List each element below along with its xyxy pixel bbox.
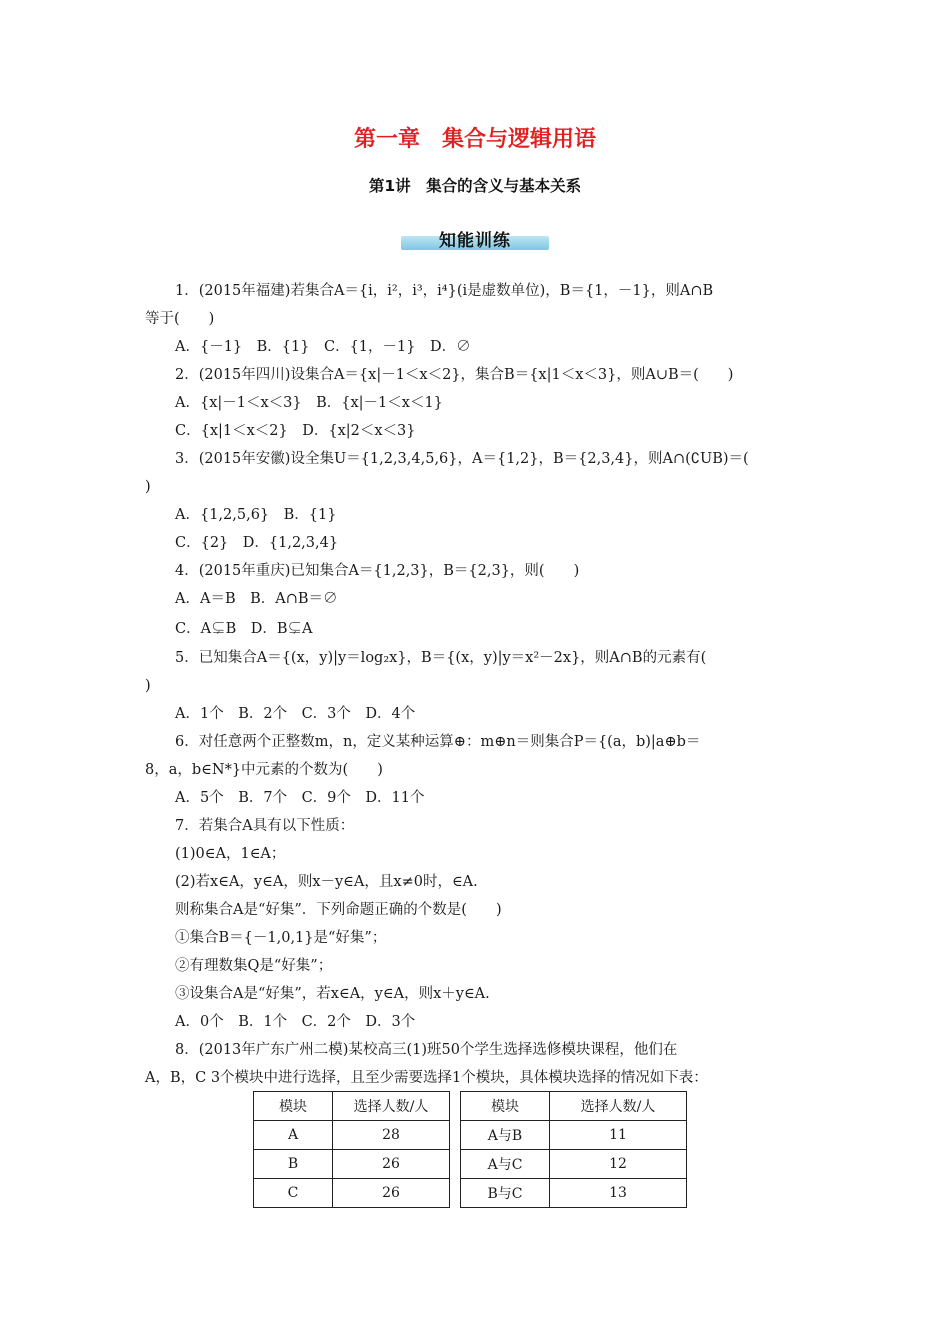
table-cell: 13: [550, 1179, 687, 1208]
text-line: 1．(2015年福建)若集合A＝{i，i²，i³，i⁴}(i是虚数单位)，B＝{1，－1}，则A∩B: [175, 283, 714, 299]
text-line: 7．若集合A具有以下性质：: [175, 818, 355, 834]
module-selection-table: [253, 1091, 687, 1208]
table-cell: 28: [333, 1121, 450, 1150]
table-cell: A: [254, 1121, 333, 1150]
table-gap: [450, 1150, 461, 1179]
text-line: C．{2} D．{1,2,3,4}: [175, 535, 339, 551]
table-header-cell: 模块: [461, 1092, 550, 1121]
text-line: A．{－1} B．{1} C．{1，－1} D．∅: [175, 339, 471, 355]
text-line: A．1个 B．2个 C．3个 D．4个: [175, 706, 416, 722]
table-row: [254, 1179, 687, 1208]
text-line: A，B，C 3个模块中进行选择，且至少需要选择1个模块，具体模块选择的情况如下表：: [145, 1070, 708, 1086]
text-line: A．5个 B．7个 C．9个 D．11个: [175, 790, 425, 806]
table-gap: [450, 1121, 461, 1150]
table-cell: 26: [333, 1179, 450, 1208]
table-header-row: [254, 1092, 687, 1121]
table-row: [254, 1121, 687, 1150]
text-line: A．{1,2,5,6} B．{1}: [175, 507, 337, 523]
text-line: A．{x|－1＜x＜3} B．{x|－1＜x＜1}: [175, 395, 443, 411]
chapter-title: 第一章 集合与逻辑用语: [353, 127, 596, 152]
text-line: 5．已知集合A＝{(x，y)|y＝log₂x}，B＝{(x，y)|y＝x²－2x}，则A∩B的元素有(: [175, 650, 707, 666]
text-line: ②有理数集Q是“好集”；: [175, 958, 333, 974]
text-line: A．0个 B．1个 C．2个 D．3个: [175, 1014, 416, 1030]
text-line: 则称集合A是“好集”．下列命题正确的个数是( ): [175, 902, 502, 918]
text-line: 8，a，b∈N*}中元素的个数为( ): [145, 762, 383, 778]
text-line: C．{x|1＜x＜2} D．{x|2＜x＜3}: [175, 423, 416, 439]
banner-label: 知能训练: [439, 231, 511, 251]
text-line: ①集合B＝{－1,0,1}是“好集”；: [175, 930, 387, 946]
table-header-cell: 选择人数/人: [550, 1092, 687, 1121]
table-row: [254, 1150, 687, 1179]
table-cell: 26: [333, 1150, 450, 1179]
text-line: 4．(2015年重庆)已知集合A＝{1,2,3}，B＝{2,3}，则( ): [175, 563, 580, 579]
table-gap: [450, 1092, 461, 1121]
table-cell: 11: [550, 1121, 687, 1150]
table-cell: B与C: [461, 1179, 550, 1208]
text-line: 6．对任意两个正整数m，n，定义某种运算⊕：m⊕n＝则集合P＝{(a，b)|a⊕b＝: [175, 734, 701, 750]
table-cell: C: [254, 1179, 333, 1208]
text-line: 3．(2015年安徽)设全集U＝{1,2,3,4,5,6}，A＝{1,2}，B＝{2,3,4}，则A∩(∁UB)＝(: [175, 451, 749, 467]
text-line: C．A⊊B D．B⊊A: [175, 621, 313, 637]
table-header-cell: 模块: [254, 1092, 333, 1121]
text-line: 2．(2015年四川)设集合A＝{x|－1＜x＜2}，集合B＝{x|1＜x＜3}，则A∪B＝( ): [175, 367, 734, 383]
table-cell: 12: [550, 1150, 687, 1179]
text-line: ): [145, 479, 151, 495]
text-line: (1)0∈A，1∈A；: [175, 846, 286, 862]
table-gap: [450, 1179, 461, 1208]
text-line: A．A＝B B．A∩B＝∅: [175, 591, 338, 607]
table-cell: A与B: [461, 1121, 550, 1150]
section-banner: [401, 226, 549, 252]
text-line: ): [145, 678, 151, 694]
text-line: 8．(2013年广东广州二模)某校高三(1)班50个学生选择选修模块课程，他们在: [175, 1042, 678, 1058]
text-line: 等于( ): [145, 311, 215, 327]
table-header-cell: 选择人数/人: [333, 1092, 450, 1121]
table-cell: B: [254, 1150, 333, 1179]
text-line: ③设集合A是“好集”，若x∈A，y∈A，则x＋y∈A.: [175, 986, 490, 1002]
table-cell: A与C: [461, 1150, 550, 1179]
lesson-title: 第1讲 集合的含义与基本关系: [368, 177, 582, 195]
text-line: (2)若x∈A，y∈A，则x－y∈A，且x≠0时，∈A.: [175, 874, 478, 890]
